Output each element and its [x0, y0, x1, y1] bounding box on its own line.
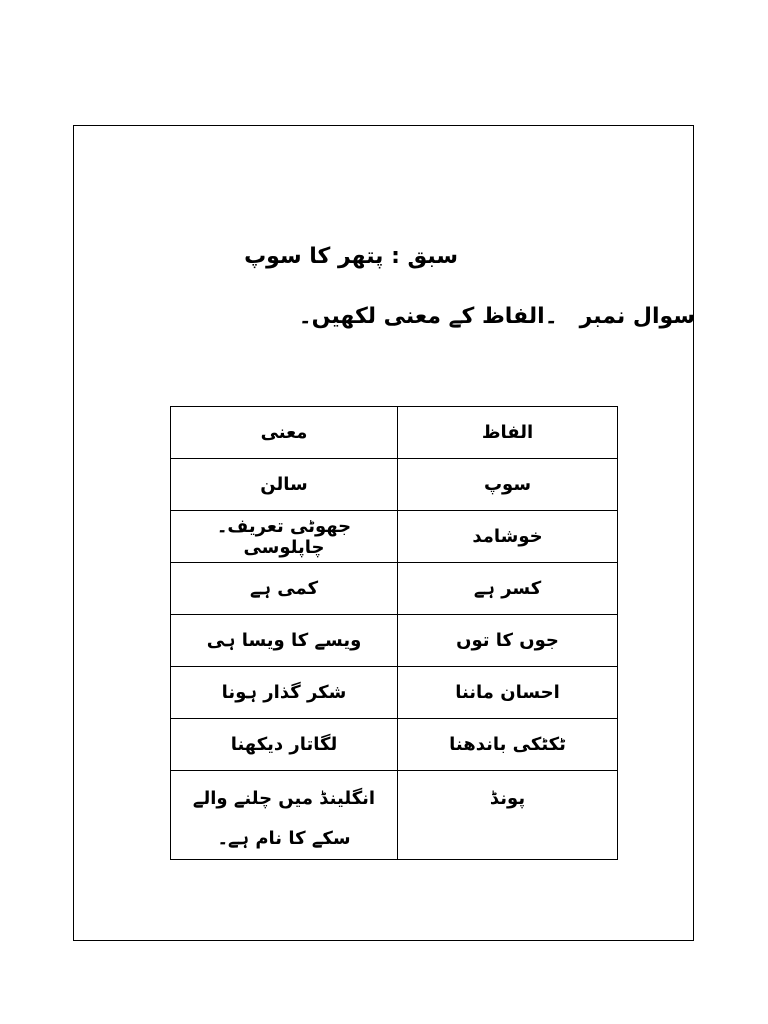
header-meaning: معنی [171, 407, 398, 459]
header-word: الفاظ [398, 407, 618, 459]
meaning-cell: جھوٹی تعریف۔ چاپلوسی [171, 511, 398, 563]
word-cell: کسر ہے [398, 563, 618, 615]
table-row [171, 667, 618, 719]
table-row [171, 511, 618, 563]
word-cell: احسان ماننا [398, 667, 618, 719]
table-row [171, 719, 618, 771]
question-instruction: ۔الفاظ کے معنی لکھیں۔ [298, 304, 558, 329]
question-label: سوال نمبر [579, 304, 695, 329]
word-cell: پونڈ [398, 771, 618, 860]
vocabulary-table [170, 406, 618, 860]
meaning-cell: شکر گذار ہونا [171, 667, 398, 719]
meaning-cell: لگاتار دیکھنا [171, 719, 398, 771]
table-row [171, 563, 618, 615]
table-row [171, 615, 618, 667]
table-row [171, 771, 618, 860]
meaning-cell: کمی ہے [171, 563, 398, 615]
word-cell: سوپ [398, 459, 618, 511]
meaning-cell: انگلینڈ میں چلنے والے سکے کا نام ہے۔ [171, 771, 398, 860]
meaning-cell: سالن [171, 459, 398, 511]
lesson-title: سبق : پتھر کا سوپ [244, 244, 458, 269]
word-cell: جوں کا توں [398, 615, 618, 667]
meaning-cell: ویسے کا ویسا ہی [171, 615, 398, 667]
word-cell: خوشامد [398, 511, 618, 563]
table-row [171, 459, 618, 511]
table-header-row [171, 407, 618, 459]
word-cell: ٹکٹکی باندھنا [398, 719, 618, 771]
question-heading [299, 304, 695, 329]
